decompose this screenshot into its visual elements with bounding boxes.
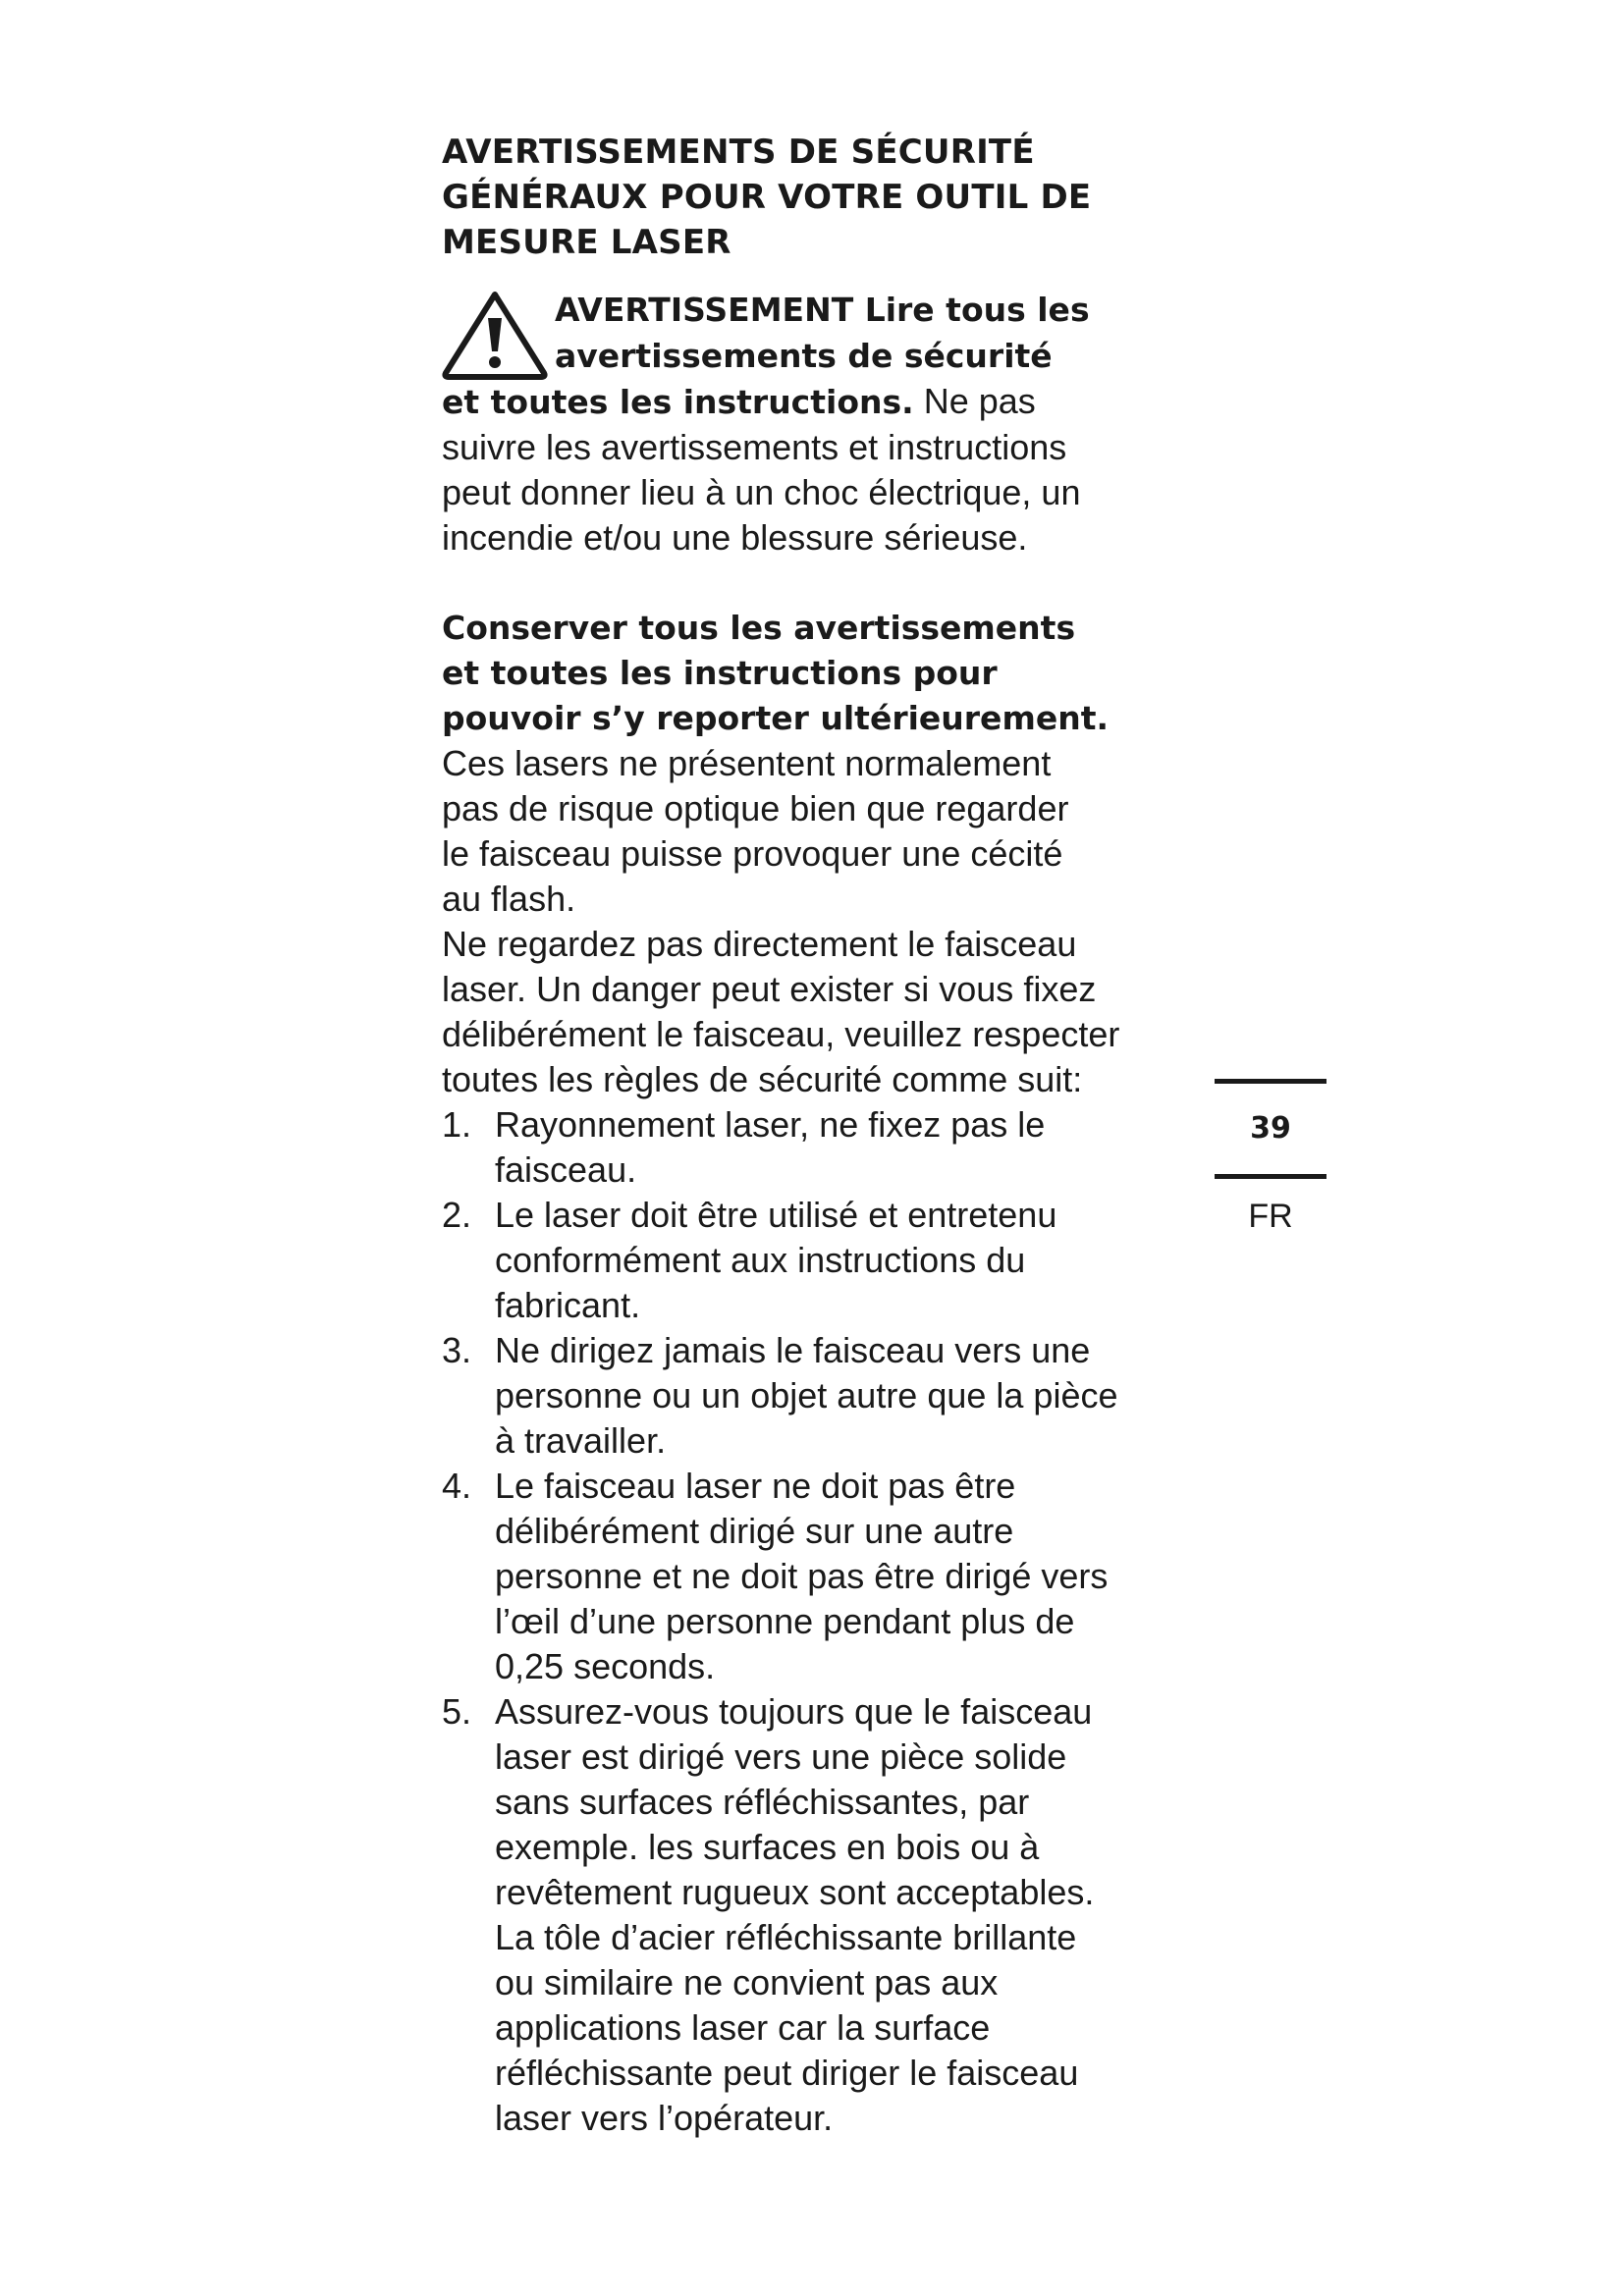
list-item-line: l’œil d’une personne pendant plus de (495, 1601, 1075, 1641)
list-item-line: délibérément dirigé sur une autre (495, 1511, 1014, 1551)
list-item (442, 1328, 1188, 1464)
list-number: 3. (442, 1330, 472, 1370)
list-item (442, 1193, 1188, 1328)
heading-line: GÉNÉRAUX POUR VOTRE OUTIL DE (442, 178, 1092, 217)
warning-text-line: peut donner lieu à un choc électrique, un (442, 472, 1081, 512)
list-item-line: réfléchissante peut diriger le faisceau (495, 2053, 1079, 2093)
document-content (442, 130, 1188, 2141)
body-line: au flash. (442, 879, 576, 919)
section-heading (442, 130, 1188, 265)
list-item-line: personne ou un objet autre que la pièce (495, 1375, 1118, 1415)
language-code: FR (1248, 1198, 1293, 1235)
list-item-line: Le faisceau laser ne doit pas être (495, 1466, 1016, 1506)
list-number: 1. (442, 1104, 472, 1145)
warning-text-line: suivre les avertissements et instructions (442, 427, 1067, 467)
safety-rules-list (442, 1102, 1188, 2141)
body-line: laser. Un danger peut exister si vous fixez (442, 969, 1097, 1009)
warning-line: AVERTISSEMENT Lire tous les (555, 291, 1090, 329)
list-item (442, 1102, 1188, 1193)
list-item-line: Ne dirigez jamais le faisceau vers une (495, 1330, 1091, 1370)
list-number: 2. (442, 1195, 472, 1235)
page-marker (1215, 1079, 1326, 1236)
body-line: délibérément le faisceau, veuillez respecter (442, 1014, 1120, 1054)
list-item (442, 1464, 1188, 1689)
body-line: le faisceau puisse provoquer une cécité (442, 833, 1063, 874)
list-item-line: exemple. les surfaces en bois ou à (495, 1827, 1040, 1867)
conserve-section (442, 606, 1188, 1102)
list-item-line: fabricant. (495, 1285, 641, 1325)
list-item-line: revêtement rugueux sont acceptables. (495, 1872, 1095, 1912)
body-line: Ne regardez pas directement le faisceau (442, 924, 1077, 964)
list-item-line: 0,25 seconds. (495, 1646, 716, 1686)
list-item-line: La tôle d’acier réfléchissante brillante (495, 1917, 1077, 1957)
body-line: toutes les règles de sécurité comme suit: (442, 1059, 1083, 1099)
list-number: 4. (442, 1466, 472, 1506)
bottom-rule (1215, 1174, 1326, 1179)
warning-line: et toutes les instructions. Ne pas (442, 381, 1036, 421)
warning-line: avertissements de sécurité (555, 337, 1053, 375)
conserve-bold-line: et toutes les instructions pour (442, 654, 998, 692)
body-line: pas de risque optique bien que regarder (442, 788, 1069, 828)
list-item-line: personne et ne doit pas être dirigé vers (495, 1556, 1109, 1596)
warning-triangle-icon (442, 291, 548, 381)
heading-line: MESURE LASER (442, 223, 731, 262)
list-item-line: sans surfaces réfléchissantes, par (495, 1782, 1030, 1822)
list-item-line: Le laser doit être utilisé et entretenu (495, 1195, 1057, 1235)
conserve-bold-line: Conserver tous les avertissements (442, 609, 1076, 647)
warning-block (442, 287, 1188, 561)
list-item-line: Rayonnement laser, ne fixez pas le (495, 1104, 1046, 1145)
body-line: Ces lasers ne présentent normalement (442, 743, 1052, 783)
list-item-line: laser vers l’opérateur. (495, 2098, 834, 2138)
list-item-line: applications laser car la surface (495, 2007, 991, 2048)
list-item-line: faisceau. (495, 1149, 637, 1190)
list-item-line: laser est dirigé vers une pièce solide (495, 1736, 1067, 1777)
list-item (442, 1689, 1188, 2141)
heading-line: AVERTISSEMENTS DE SÉCURITÉ (442, 133, 1035, 172)
warning-text-line: incendie et/ou une blessure sérieuse. (442, 517, 1028, 558)
page-number: 39 (1250, 1111, 1291, 1146)
list-item-line: à travailler. (495, 1420, 667, 1461)
list-item-line: Assurez-vous toujours que le faisceau (495, 1691, 1093, 1732)
list-number: 5. (442, 1691, 472, 1732)
list-item-line: ou similaire ne convient pas aux (495, 1962, 999, 2002)
top-rule (1215, 1079, 1326, 1084)
conserve-bold-line: pouvoir s’y reporter ultérieurement. (442, 699, 1110, 737)
list-item-line: conformément aux instructions du (495, 1240, 1026, 1280)
